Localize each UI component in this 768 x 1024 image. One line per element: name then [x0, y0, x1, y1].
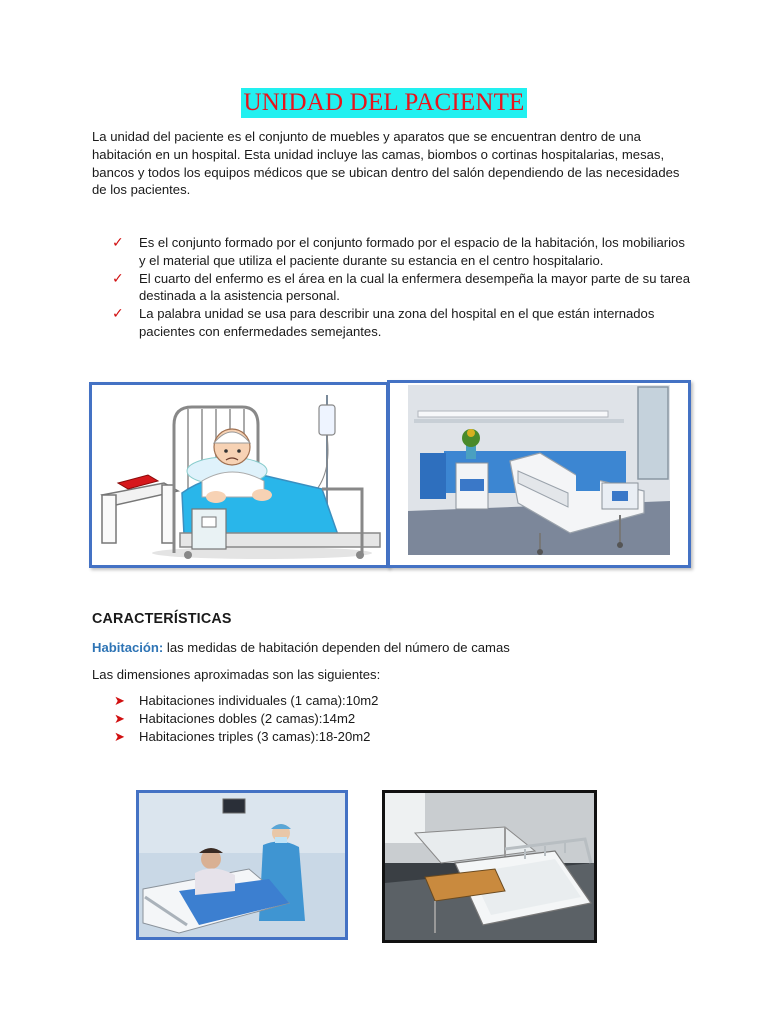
arrow-icon: ➤: [114, 728, 125, 744]
habitacion-label: Habitación:: [92, 640, 164, 655]
list-item-text: Es el conjunto formado por el conjunto formado por el espacio de la habitación, los mobiliarios y el material que utiliza el paciente durante su estancia en el centro hospitalario.: [139, 235, 685, 268]
page-title: UNIDAD DEL PACIENTE: [243, 89, 525, 116]
patient-illustration-image: [89, 382, 389, 568]
list-item-text: Habitaciones individuales (1 cama):10m2: [139, 693, 379, 708]
list-item-text: Habitaciones dobles (2 camas):14m2: [139, 710, 356, 726]
section-title: CARACTERÍSTICAS: [92, 611, 232, 627]
list-item: [112, 234, 692, 270]
list-item: [114, 710, 378, 728]
list-item: [114, 728, 378, 746]
checkmark-icon: ✓: [112, 305, 124, 322]
checkmark-icon: ✓: [112, 234, 124, 250]
list-item: [112, 305, 692, 341]
dimensions-intro: Las dimensiones aproximadas son las siguientes:: [92, 667, 381, 682]
intro-paragraph: La unidad del paciente es el conjunto de muebles y aparatos que se encuentran dentro de una habitación en un hospital. Esta unidad incluye las camas, biombos o cortinas hospitalarias, mesas, bancos y todos los equipos médicos que se ubican dentro del salón dependiendo de las necesidades de los pacientes.: [92, 129, 680, 198]
arrow-icon: ➤: [114, 710, 125, 726]
list-item: [114, 692, 378, 710]
nurse-patient-image: [136, 790, 348, 940]
title-wrapper: [0, 88, 768, 118]
definition-list: [112, 234, 692, 341]
list-item: [112, 270, 692, 306]
list-item-text: El cuarto del enfermo es el área en la cual la enfermera desempeña la mayor parte de su tarea destinada a la asistencia personal.: [139, 270, 690, 304]
list-item-text: Habitaciones triples (3 camas):18-20m2: [139, 728, 371, 744]
checkmark-icon: ✓: [112, 269, 124, 286]
habitacion-paragraph: [92, 639, 510, 657]
list-item-text: La palabra unidad se usa para describir una zona del hospital en el que están internados pacientes con enfermedades semejantes.: [139, 306, 655, 339]
hospital-room-image: [387, 380, 691, 568]
arrow-icon: ➤: [114, 693, 125, 708]
hospital-ward-image: [382, 790, 597, 943]
habitacion-text: las medidas de habitación dependen del número de camas: [163, 640, 510, 655]
dimensions-list: [114, 692, 378, 745]
